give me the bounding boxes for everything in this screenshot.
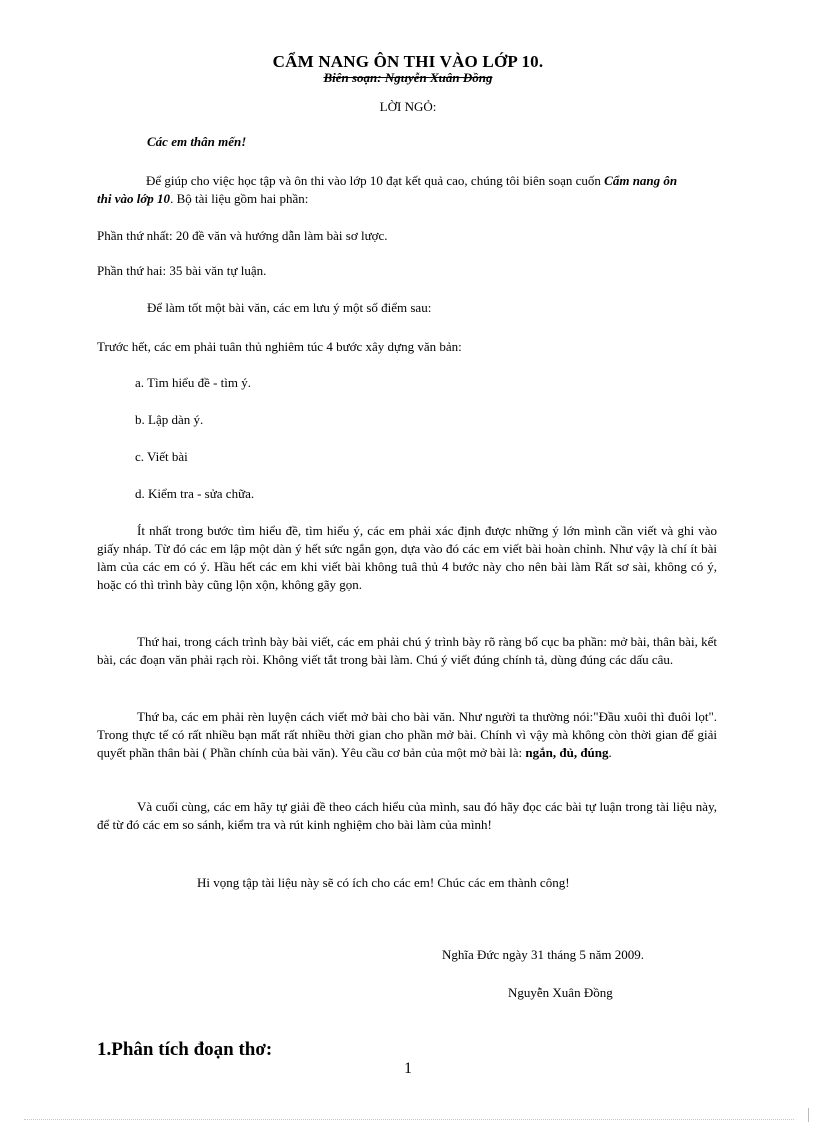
intro-start: Để giúp cho việc học tập và ôn thi vào lớp 10 đạt kết quả cao, chúng tôi biên soạn cuốn <box>146 173 605 188</box>
part-one: Phần thứ nhất: 20 đề văn và hướng dẫn làm bài sơ lược. <box>97 228 388 243</box>
tips-intro: Để làm tốt một bài văn, các em lưu ý một số điểm sau: <box>147 300 432 315</box>
paragraph-fourth: Và cuối cùng, các em hãy tự giải đề theo cách hiểu của mình, sau đó hãy đọc các bài tự luận trong tài liệu này, để từ đó các em so sánh, kiểm tra và rút kinh nghiệm cho bài làm của mình! <box>97 799 717 832</box>
closing-wish: Hi vọng tập tài liệu này sẽ có ích cho các em! Chúc các em thành công! <box>197 875 570 890</box>
paragraph-second: Thứ hai, trong cách trình bày bài viết, các em phải chú ý trình bày rõ ràng bố cục ba phần: mở bài, thân bài, kết bài, các đoạn văn phải rạch ròi. Không viết tắt trong bài làm. Chú ý viết đúng chính tả, dùng đúng các dấu câu. <box>97 634 717 667</box>
document-subtitle: Biên soạn: Nguyễn Xuân Đồng <box>323 70 493 85</box>
para3-text: Thứ ba, các em phải rèn luyện cách viết mở bài cho bài văn. Như người ta thường nói:"Đầu xuôi thì đuôi lọt". Trong thực tế có rất nhiều bạn mất rất nhiều thời gian cho phần mở bài. Chính vì vậy mà không còn thời gian để giải quyết phần thân bài ( Phần chính của bài văn). Yêu cầu cơ bản của một mở bài là: <box>97 709 717 760</box>
step-item: c. Viết bài <box>135 449 188 464</box>
page-corner-mark <box>808 1108 809 1122</box>
document-title: CẨM NANG ÔN THI VÀO LỚP 10. <box>272 52 544 71</box>
signature-date: Nghĩa Đức ngày 31 tháng 5 năm 2009. <box>442 947 645 962</box>
greeting: Các em thân mến! <box>147 134 247 149</box>
para3-bold: ngắn, đủ, đúng <box>525 745 609 760</box>
signature-author: Nguyễn Xuân Đồng <box>508 985 613 1000</box>
preface-heading: LỜI NGỎ: <box>379 99 437 114</box>
intro-end: . Bộ tài liệu gồm hai phần: <box>170 191 309 206</box>
paragraph-third <box>97 708 717 762</box>
section-heading: 1.Phân tích đoạn thơ: <box>97 1039 273 1060</box>
page-number: 1 <box>404 1060 412 1077</box>
para3-end: . <box>608 745 612 760</box>
book-title: Cẩm nang ôn thi vào lớp 10 <box>97 173 678 206</box>
part-two: Phần thứ hai: 35 bài văn tự luận. <box>97 263 267 278</box>
paragraph-first: Ít nhất trong bước tìm hiểu đề, tìm hiểu ý, các em phải xác định được những ý lớn mình cần viết và ghi vào giấy nháp. Từ đó các em lập một dàn ý hết sức ngắn gọn, dựa vào đó các em viết bài hoàn chỉnh. Như vậy là chí ít bài làm của các em có ý. Hầu hết các em khi viết bài không tuâ thủ 4 bước này cho nên bài làm Rất sơ sài, không có ý, hoặc có thì trình bày cũng lộn xộn, không gãy gọn. <box>97 523 717 592</box>
steps-intro: Trước hết, các em phải tuân thủ nghiêm túc 4 bước xây dựng văn bản: <box>97 339 462 354</box>
step-item: d. Kiểm tra - sửa chữa. <box>135 486 255 501</box>
step-item: a. Tìm hiểu đề - tìm ý. <box>135 375 252 390</box>
page-bottom-divider <box>24 1119 794 1120</box>
intro-paragraph <box>97 172 687 208</box>
step-item: b. Lập dàn ý. <box>135 412 204 427</box>
